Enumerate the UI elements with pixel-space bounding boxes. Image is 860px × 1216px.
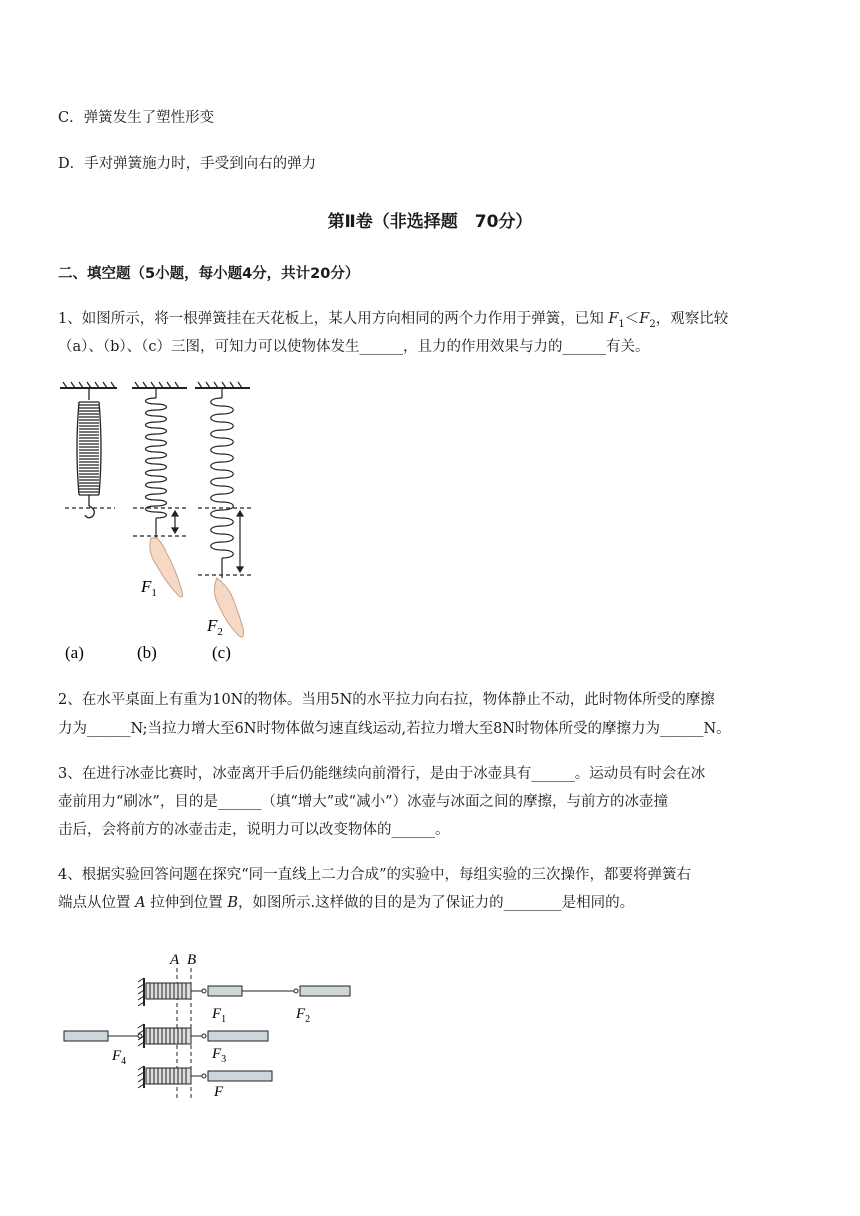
- q1-text-b: ，观察比较: [655, 311, 729, 327]
- label-f3: $F_3$: [212, 1046, 227, 1065]
- q1-text-a: 1、如图所示，将一根弹簧挂在天花板上，某人用方向相同的两个力作用于弹簧，已知: [58, 311, 609, 327]
- q4-text-c: ，如图所示.这样做的目的是为了保证力的________是相同的。: [237, 895, 635, 911]
- spring-b: [146, 388, 167, 538]
- q4-line1: 4、根据实验回答问题在探究“同一直线上二力合成”的实验中，每组实验的三次操作，都要将弹簧右: [58, 867, 692, 883]
- q4-pos-b: B: [227, 895, 238, 911]
- q1-sub1: 1: [618, 318, 625, 330]
- extension-arrow-c: [237, 511, 243, 572]
- row-2: [64, 1024, 268, 1048]
- label-b: (b): [137, 643, 157, 662]
- q1-line1: [58, 309, 728, 335]
- q1-var-f1: F: [608, 311, 619, 327]
- q1-var-f2: F: [639, 311, 650, 327]
- q3-line3: 击后，会将前方的冰壶击走，说明力可以改变物体的______。: [58, 822, 450, 838]
- q2-line1: 2、在水平桌面上有重为10N的物体。当用5N的水平拉力向右拉，物体静止不动，此时物体所受的摩擦: [58, 692, 715, 708]
- row-3: [138, 1066, 272, 1088]
- spring-figure: [55, 378, 265, 668]
- force-combination-figure: [60, 948, 370, 1103]
- q3-line1: 3、在进行冰壶比赛时，冰壶离开手后仍能继续向前滑行，是由于冰壶具有______。运动员有时会在冰: [58, 766, 706, 782]
- q3-line2: 壶前用力“刷冰”，目的是______（填“增大”或“减小”）冰壶与冰面之间的摩擦，与前方的冰壶撞: [58, 794, 668, 810]
- extension-arrow-b: [172, 511, 178, 533]
- label-pos-b: B: [187, 952, 197, 968]
- label-f: F: [214, 1084, 224, 1100]
- q2-line2: 力为______N;当拉力增大至6N时物体做匀速直线运动,若拉力增大至8N时物体所受的摩擦力为______N。: [58, 721, 731, 737]
- row-1: [138, 978, 350, 1006]
- force-label-f1: $F_1$: [141, 577, 157, 599]
- label-f4: $F_4$: [112, 1048, 127, 1067]
- option-c: C．弹簧发生了塑性形变: [58, 110, 215, 126]
- force-label-f2: $F_2$: [207, 616, 223, 638]
- spring-a: [77, 388, 101, 518]
- q1-sub2: 2: [649, 318, 656, 330]
- q4-line2: [58, 893, 634, 913]
- q4-pos-a: A: [135, 895, 146, 911]
- q4-text-a: 端点从位置: [58, 895, 136, 911]
- label-pos-a: A: [170, 952, 180, 968]
- q1-line2: （a）、（b）、（c）三图，可知力可以使物体发生______，且力的作用效果与力的______有关。: [58, 339, 650, 355]
- ceiling-a: [60, 382, 117, 388]
- q4-text-b: 拉伸到位置: [145, 895, 228, 911]
- option-d: D．手对弹簧施力时，手受到向右的弹力: [58, 156, 317, 172]
- label-f2: $F_2$: [296, 1006, 311, 1025]
- part-title: 第Ⅱ卷（非选择题 70分）: [327, 212, 533, 232]
- section-title: 二、填空题（5小题，每小题4分，共计20分）: [58, 266, 360, 282]
- label-f1: $F_1$: [212, 1006, 227, 1025]
- label-a: (a): [65, 643, 84, 662]
- label-c: (c): [212, 643, 231, 662]
- q1-lt: ＜: [624, 311, 640, 327]
- ceiling-b: [132, 382, 187, 388]
- ceiling-c: [195, 382, 250, 388]
- spring-c: [211, 388, 234, 578]
